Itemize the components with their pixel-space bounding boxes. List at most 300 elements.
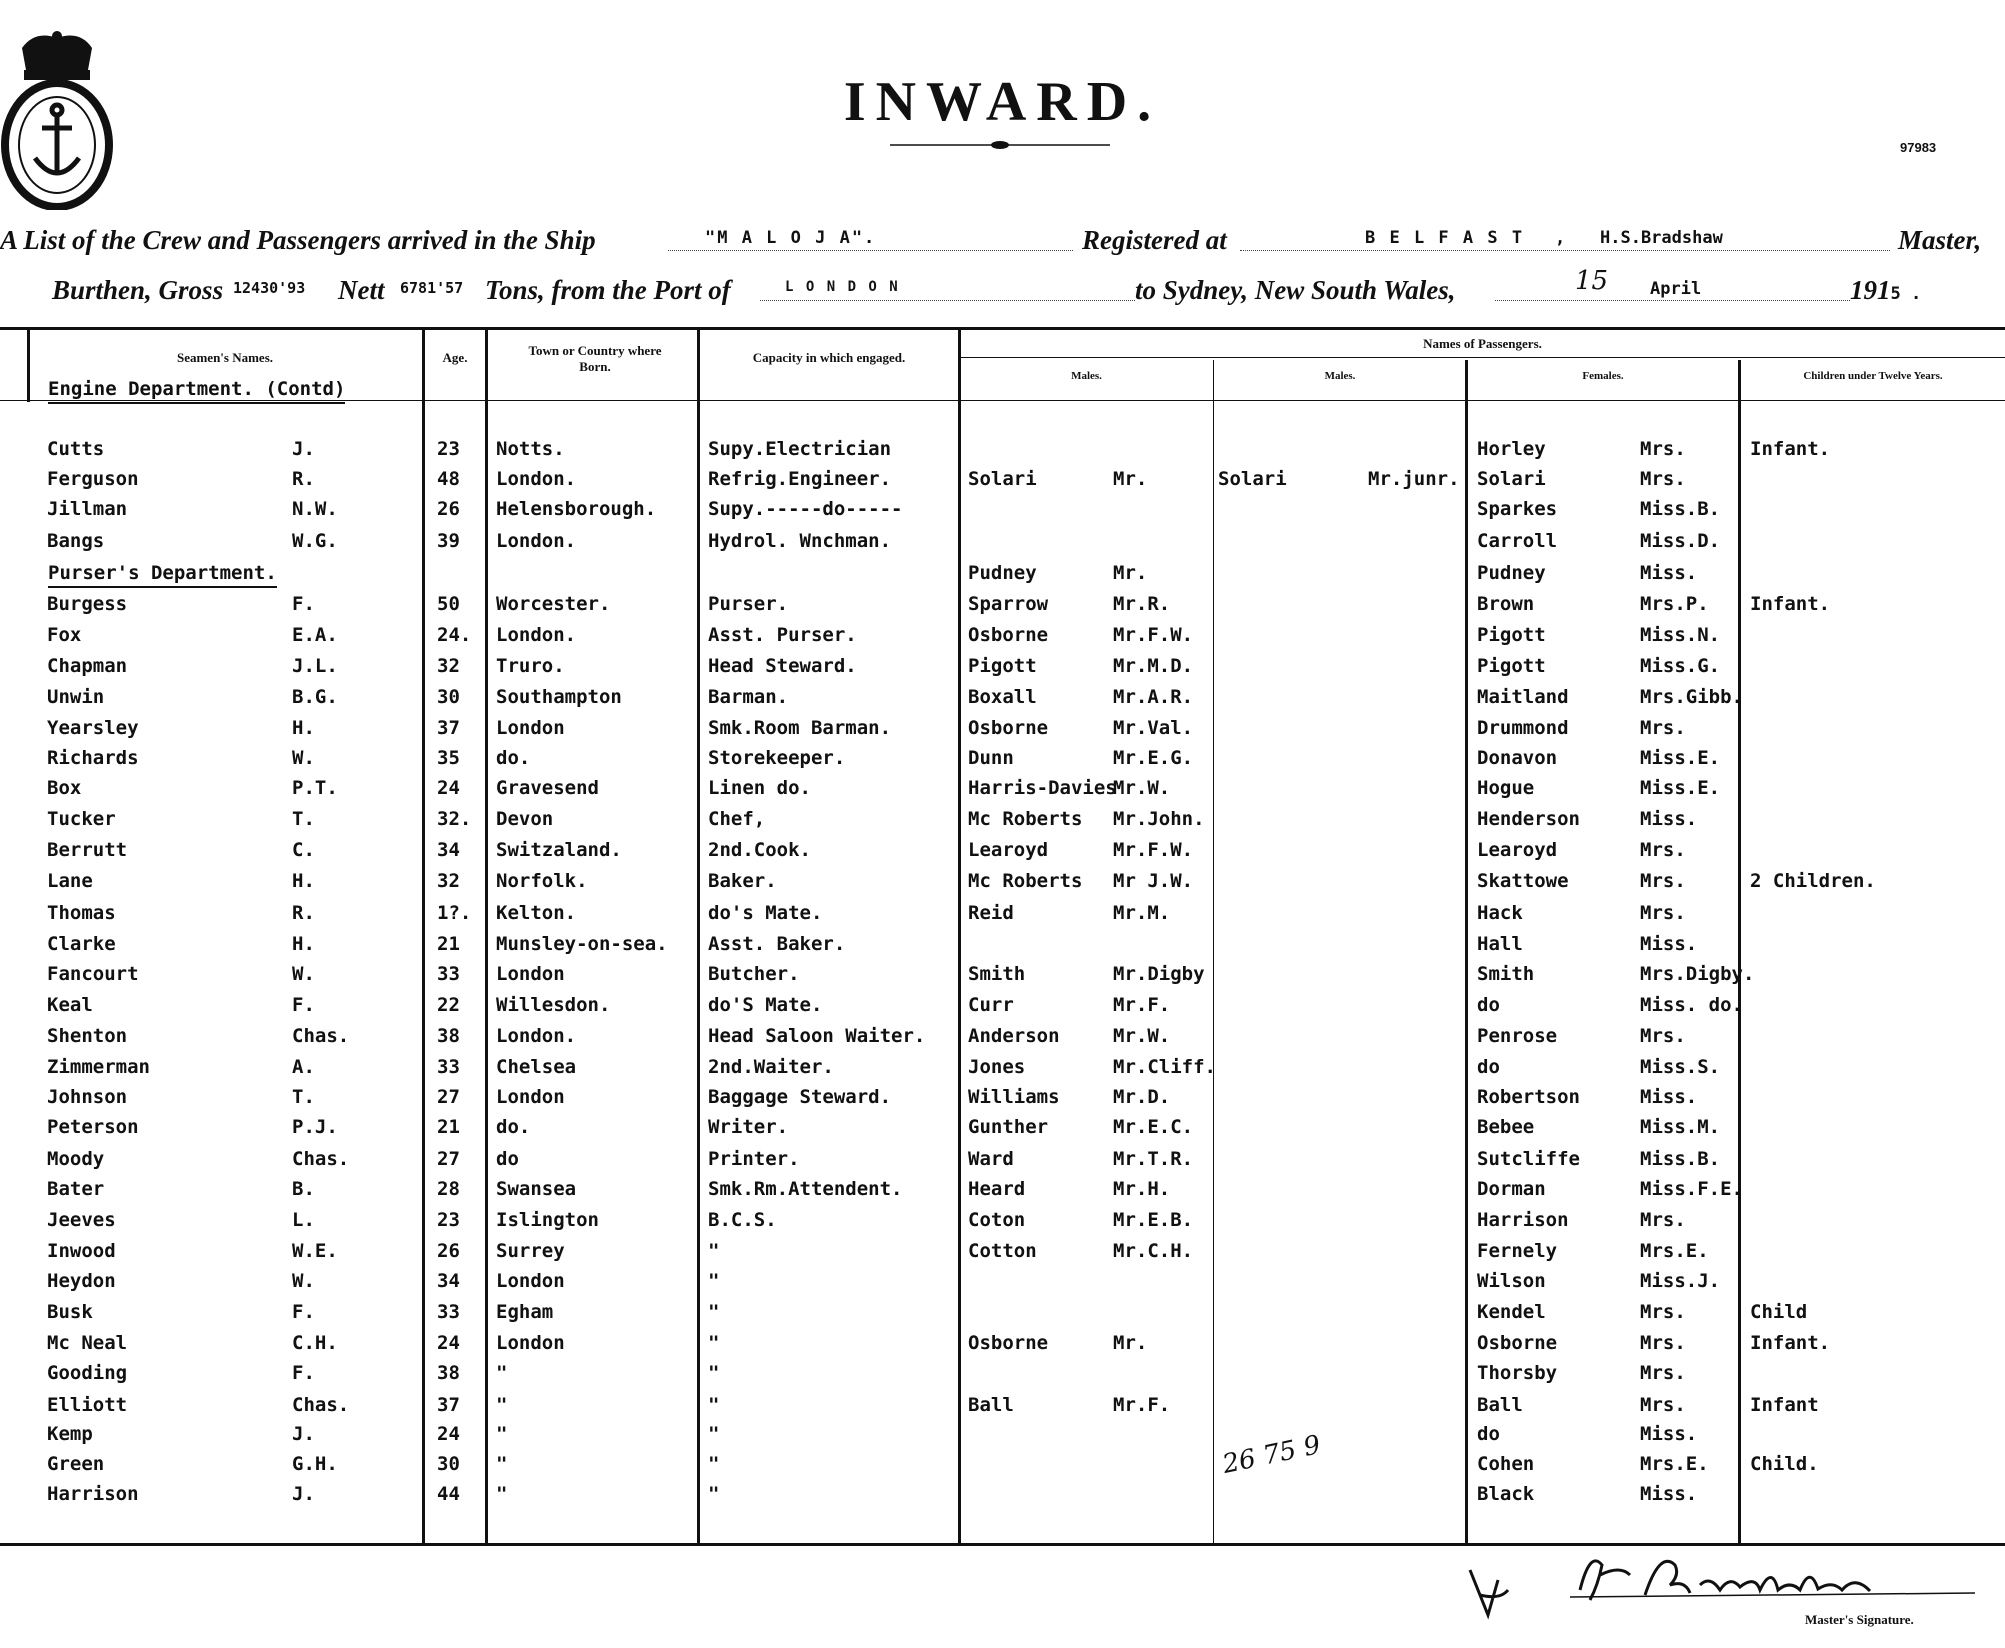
- male-passenger-title: Mr.E.G.: [1113, 747, 1194, 769]
- capacity: Smk.Room Barman.: [708, 717, 892, 739]
- table-row: [0, 530, 2005, 560]
- birthplace: do: [496, 1148, 519, 1170]
- age: 1?.: [437, 902, 472, 924]
- female-passenger-title: Mrs.P.: [1640, 593, 1709, 615]
- initials: C.: [292, 839, 315, 861]
- female-passenger-surname: do: [1477, 1423, 1500, 1445]
- age: 33: [437, 963, 460, 985]
- age: 23: [437, 438, 460, 460]
- capacity: ": [708, 1270, 720, 1292]
- female-passenger-title: Mrs.: [1640, 870, 1686, 892]
- surname: Clarke: [47, 933, 116, 955]
- birthplace: Devon: [496, 808, 554, 830]
- birthplace: Worcester.: [496, 593, 611, 615]
- surname: Richards: [47, 747, 139, 769]
- capacity: ": [708, 1301, 720, 1323]
- table-row: [0, 870, 2005, 900]
- capacity: Asst. Baker.: [708, 933, 846, 955]
- initials: W.: [292, 1270, 315, 1292]
- initials: Chas.: [292, 1148, 350, 1170]
- female-passenger-surname: Dorman: [1477, 1178, 1546, 1200]
- children-note: 2 Children.: [1750, 870, 1876, 892]
- surname: Box: [47, 777, 82, 799]
- table-row: [0, 1025, 2005, 1055]
- nett-tonnage: 6781'57: [400, 279, 464, 297]
- female-passenger-title: Miss.D.: [1640, 530, 1721, 552]
- initials: C.H.: [292, 1332, 338, 1354]
- table-row: [0, 1362, 2005, 1392]
- female-passenger-title: Miss.J.: [1640, 1270, 1721, 1292]
- header-capacity: Capacity in which engaged.: [752, 350, 906, 365]
- male-passenger-title: Mr.W.: [1113, 777, 1171, 799]
- female-passenger-surname: Horley: [1477, 438, 1546, 460]
- table-row: [0, 1423, 2005, 1453]
- female-passenger-surname: Fernely: [1477, 1240, 1558, 1262]
- surname: Lane: [47, 870, 93, 892]
- female-passenger-title: Miss.: [1640, 1423, 1698, 1445]
- birthplace: ": [496, 1394, 508, 1416]
- female-passenger-title: Miss.S.: [1640, 1056, 1721, 1078]
- table-row: [0, 902, 2005, 932]
- birthplace: ": [496, 1453, 508, 1475]
- birthplace: Truro.: [496, 655, 565, 677]
- children-note: Infant: [1750, 1394, 1819, 1416]
- age: 44: [437, 1483, 460, 1505]
- male-passenger-title: Mr.M.D.: [1113, 655, 1194, 677]
- departure-port: L O N D O N: [785, 279, 900, 295]
- birthplace: Gravesend: [496, 777, 599, 799]
- female-passenger-title: Mrs.: [1640, 717, 1686, 739]
- tons-from-label: Tons, from the Port of: [485, 275, 731, 305]
- birthplace: do.: [496, 1116, 531, 1138]
- male-passenger-title: Mr.Digby: [1113, 963, 1205, 985]
- capacity: Baggage Steward.: [708, 1086, 892, 1108]
- table-row: [0, 933, 2005, 963]
- female-passenger-title: Miss.G.: [1640, 655, 1721, 677]
- initials: F.: [292, 994, 315, 1016]
- capacity: Storekeeper.: [708, 747, 846, 769]
- female-passenger-title: Miss.: [1640, 1483, 1698, 1505]
- female-passenger-title: Miss.: [1640, 1086, 1698, 1108]
- male-passenger-title: Mr.F.: [1113, 994, 1171, 1016]
- female-passenger-title: Miss.N.: [1640, 624, 1721, 646]
- surname: Keal: [47, 994, 93, 1016]
- male-passenger-title: Mr.E.B.: [1113, 1209, 1194, 1231]
- birthplace: Kelton.: [496, 902, 577, 924]
- male-passenger-surname: Mc Roberts: [968, 870, 1083, 892]
- female-passenger-title: Miss. do.: [1640, 994, 1743, 1016]
- birthplace: London: [496, 1332, 565, 1354]
- female-passenger-title: Mrs.Digby.: [1640, 963, 1755, 985]
- surname: Fancourt: [47, 963, 139, 985]
- male-passenger-surname: Sparrow: [968, 593, 1049, 615]
- initials: E.A.: [292, 624, 338, 646]
- female-passenger-title: Mrs.: [1640, 1362, 1686, 1384]
- birthplace: London.: [496, 1025, 577, 1047]
- surname: Green: [47, 1453, 105, 1475]
- initials: L.: [292, 1209, 315, 1231]
- female-passenger-surname: do: [1477, 1056, 1500, 1078]
- female-passenger-surname: Osborne: [1477, 1332, 1558, 1354]
- age: 38: [437, 1362, 460, 1384]
- age: 37: [437, 717, 460, 739]
- capacity: Supy.Electrician: [708, 438, 892, 460]
- birthplace: ": [496, 1483, 508, 1505]
- male-passenger-title: Mr.H.: [1113, 1178, 1171, 1200]
- surname: Jeeves: [47, 1209, 116, 1231]
- age: 35: [437, 747, 460, 769]
- header-born: Town or Country where Born.: [528, 343, 662, 374]
- surname: Gooding: [47, 1362, 128, 1384]
- capacity: Asst. Purser.: [708, 624, 857, 646]
- age: 21: [437, 933, 460, 955]
- age: 37: [437, 1394, 460, 1416]
- female-passenger-surname: Harrison: [1477, 1209, 1569, 1231]
- age: 38: [437, 1025, 460, 1047]
- table-row: [0, 808, 2005, 838]
- age: 32.: [437, 808, 472, 830]
- age: 27: [437, 1086, 460, 1108]
- initials: N.W.: [292, 498, 338, 520]
- age: 28: [437, 1178, 460, 1200]
- capacity: ": [708, 1394, 720, 1416]
- age: 24: [437, 1423, 460, 1445]
- age: 27: [437, 1148, 460, 1170]
- surname: Ferguson: [47, 468, 139, 490]
- female-passenger-title: Mrs.E.: [1640, 1240, 1709, 1262]
- initials: R.: [292, 468, 315, 490]
- male-passenger-surname: Williams: [968, 1086, 1060, 1108]
- children-note: Infant.: [1750, 593, 1831, 615]
- surname: Cutts: [47, 438, 105, 460]
- birthplace: Surrey: [496, 1240, 565, 1262]
- surname: Inwood: [47, 1240, 116, 1262]
- birthplace: Chelsea: [496, 1056, 577, 1078]
- capacity: 2nd.Waiter.: [708, 1056, 834, 1078]
- section-pursers-department: Purser's Department.: [48, 562, 277, 588]
- birthplace: ": [496, 1423, 508, 1445]
- age: 24: [437, 1332, 460, 1354]
- table-row: [0, 438, 2005, 468]
- initials: J.: [292, 438, 315, 460]
- birthplace: Egham: [496, 1301, 554, 1323]
- age: 30: [437, 686, 460, 708]
- male-passenger-surname: Pigott: [968, 655, 1037, 677]
- capacity: Head Steward.: [708, 655, 857, 677]
- male-passenger-title: Mr.: [1113, 562, 1148, 584]
- children-note: Infant.: [1750, 1332, 1831, 1354]
- children-note: Child: [1750, 1301, 1808, 1323]
- capacity: Chef,: [708, 808, 766, 830]
- capacity: ": [708, 1362, 720, 1384]
- female-passenger-surname: Pigott: [1477, 624, 1546, 646]
- birthplace: London.: [496, 624, 577, 646]
- female-passenger-surname: Pudney: [1477, 562, 1546, 584]
- female-passenger-title: Mrs.: [1640, 902, 1686, 924]
- table-row: [0, 1301, 2005, 1331]
- birthplace: Southampton: [496, 686, 622, 708]
- male-passenger-title: Mr.F.W.: [1113, 624, 1194, 646]
- male-passenger-surname: Osborne: [968, 717, 1049, 739]
- surname: Thomas: [47, 902, 116, 924]
- male-passenger-title: Mr.T.R.: [1113, 1148, 1194, 1170]
- capacity: Supy.-----do-----: [708, 498, 903, 520]
- master-label: Master,: [1898, 225, 1982, 255]
- female-passenger-surname: Hogue: [1477, 777, 1535, 799]
- initials: T.: [292, 1086, 315, 1108]
- capacity: Butcher.: [708, 963, 800, 985]
- female-passenger-surname: Cohen: [1477, 1453, 1535, 1475]
- female-passenger-title: Miss.: [1640, 933, 1698, 955]
- table-row: [0, 1332, 2005, 1362]
- age: 32: [437, 870, 460, 892]
- female-passenger-surname: Drummond: [1477, 717, 1569, 739]
- birthplace: London: [496, 1086, 565, 1108]
- table-row: [0, 1209, 2005, 1239]
- birthplace: Willesdon.: [496, 994, 611, 1016]
- age: 32: [437, 655, 460, 677]
- birthplace: London.: [496, 530, 577, 552]
- surname: Chapman: [47, 655, 128, 677]
- capacity: ": [708, 1453, 720, 1475]
- surname: Fox: [47, 624, 82, 646]
- male-passenger-surname: Osborne: [968, 624, 1049, 646]
- reference-number: 97983: [1900, 140, 1937, 155]
- surname: Harrison: [47, 1483, 139, 1505]
- age: 26: [437, 498, 460, 520]
- birthplace: Munsley-on-sea.: [496, 933, 668, 955]
- header-passengers: Names of Passengers.: [1423, 336, 1542, 351]
- female-passenger-surname: Carroll: [1477, 530, 1558, 552]
- male-passenger-surname: Smith: [968, 963, 1026, 985]
- table-top-rule: [0, 327, 2005, 330]
- female-passenger-title: Mrs.: [1640, 839, 1686, 861]
- initials: W.: [292, 747, 315, 769]
- age: 34: [437, 839, 460, 861]
- children-note: Infant.: [1750, 438, 1831, 460]
- table-row: [0, 562, 2005, 592]
- age: 39: [437, 530, 460, 552]
- male-passenger-surname: Solari: [968, 468, 1037, 490]
- birthplace: Notts.: [496, 438, 565, 460]
- male-passenger-surname: Learoyd: [968, 839, 1049, 861]
- table-row: [0, 717, 2005, 747]
- age: 48: [437, 468, 460, 490]
- surname: Heydon: [47, 1270, 116, 1292]
- male-passenger-surname: Curr: [968, 994, 1014, 1016]
- capacity: Refrig.Engineer.: [708, 468, 892, 490]
- birthplace: ": [496, 1362, 508, 1384]
- birthplace: Islington: [496, 1209, 599, 1231]
- male-passenger-title: Mr.W.: [1113, 1025, 1171, 1047]
- male-passenger-title: Mr.M.: [1113, 902, 1171, 924]
- birthplace: Switzaland.: [496, 839, 622, 861]
- female-passenger-surname: Sutcliffe: [1477, 1148, 1580, 1170]
- surname: Burgess: [47, 593, 128, 615]
- initials: H.: [292, 870, 315, 892]
- page-title: INWARD.: [843, 71, 1162, 133]
- female-passenger-title: Mrs.: [1640, 1209, 1686, 1231]
- surname: Jillman: [47, 498, 128, 520]
- female-passenger-surname: Skattowe: [1477, 870, 1569, 892]
- capacity: B.C.S.: [708, 1209, 777, 1231]
- burthen-label: Burthen, Gross: [52, 275, 224, 305]
- header-males-2: Males.: [1324, 370, 1356, 382]
- male-passenger-title: Mr.F.: [1113, 1394, 1171, 1416]
- age: 24: [437, 777, 460, 799]
- table-row: [0, 777, 2005, 807]
- capacity: Barman.: [708, 686, 789, 708]
- age: 50: [437, 593, 460, 615]
- female-passenger-surname: Sparkes: [1477, 498, 1558, 520]
- table-row: [0, 1453, 2005, 1483]
- female-passenger-surname: Robertson: [1477, 1086, 1580, 1108]
- birthplace: do.: [496, 747, 531, 769]
- female-passenger-surname: Hall: [1477, 933, 1523, 955]
- initials: T.: [292, 808, 315, 830]
- male-passenger-title: Mr.C.H.: [1113, 1240, 1194, 1262]
- header-age: Age.: [442, 350, 468, 365]
- male-passenger-title: Mr.Val.: [1113, 717, 1194, 739]
- initials: J.: [292, 1423, 315, 1445]
- male-passenger-surname: Harris-Davies: [968, 777, 1117, 799]
- age: 30: [437, 1453, 460, 1475]
- master-name: H.S.Bradshaw: [1600, 228, 1723, 248]
- table-row: [0, 1116, 2005, 1146]
- capacity: do's Mate.: [708, 902, 823, 924]
- children-note: Child.: [1750, 1453, 1819, 1475]
- destination-label: to Sydney, New South Wales,: [1135, 275, 1456, 305]
- capacity: ": [708, 1483, 720, 1505]
- initials: W.E.: [292, 1240, 338, 1262]
- male-passenger-title: Mr.E.C.: [1113, 1116, 1194, 1138]
- age: 34: [437, 1270, 460, 1292]
- female-passenger-surname: Penrose: [1477, 1025, 1558, 1047]
- initials: F.: [292, 1301, 315, 1323]
- list-heading: A List of the Crew and Passengers arrived in the Ship: [0, 225, 596, 255]
- female-passenger-surname: Smith: [1477, 963, 1535, 985]
- table-row: [0, 963, 2005, 993]
- header-females: Females.: [1582, 370, 1624, 382]
- male-passenger-surname: Anderson: [968, 1025, 1060, 1047]
- table-row: [0, 1178, 2005, 1208]
- initials: R.: [292, 902, 315, 924]
- table-row: [0, 1148, 2005, 1178]
- female-passenger-title: Miss.: [1640, 562, 1698, 584]
- capacity: Printer.: [708, 1148, 800, 1170]
- initials: F.: [292, 593, 315, 615]
- surname: Yearsley: [47, 717, 139, 739]
- age: 26: [437, 1240, 460, 1262]
- surname: Shenton: [47, 1025, 128, 1047]
- male-passenger-title: Mr.R.: [1113, 593, 1171, 615]
- male-passenger-surname: Boxall: [968, 686, 1037, 708]
- nett-label: Nett: [338, 275, 385, 305]
- capacity: Hydrol. Wnchman.: [708, 530, 892, 552]
- table-row: [0, 498, 2005, 528]
- female-passenger-title: Mrs.: [1640, 1394, 1686, 1416]
- surname: Zimmerman: [47, 1056, 150, 1078]
- header-seamen-names: Seamen's Names.: [176, 350, 274, 365]
- male-passenger-2-title: Mr.junr.: [1368, 468, 1460, 490]
- surname: Kemp: [47, 1423, 93, 1445]
- initials: H.: [292, 717, 315, 739]
- female-passenger-surname: Brown: [1477, 593, 1535, 615]
- male-passenger-surname: Reid: [968, 902, 1014, 924]
- surname: Busk: [47, 1301, 93, 1323]
- initials: P.J.: [292, 1116, 338, 1138]
- surname: Peterson: [47, 1116, 139, 1138]
- female-passenger-title: Miss.E.: [1640, 777, 1721, 799]
- arrival-year: 1915 .: [1850, 275, 1922, 305]
- surname: Tucker: [47, 808, 116, 830]
- female-passenger-surname: Learoyd: [1477, 839, 1558, 861]
- initials: H.: [292, 933, 315, 955]
- header-males-1: Males.: [1071, 370, 1102, 382]
- female-passenger-surname: Thorsby: [1477, 1362, 1558, 1384]
- male-passenger-surname: Dunn: [968, 747, 1014, 769]
- female-passenger-title: Miss.E.: [1640, 747, 1721, 769]
- male-passenger-title: Mr.A.R.: [1113, 686, 1194, 708]
- table-row: [0, 655, 2005, 685]
- male-passenger-title: Mr.Cliff.: [1113, 1056, 1216, 1078]
- male-passenger-surname: Coton: [968, 1209, 1026, 1231]
- male-passenger-surname: Cotton: [968, 1240, 1037, 1262]
- table-row: [0, 839, 2005, 869]
- birthplace: London: [496, 963, 565, 985]
- female-passenger-surname: Bebee: [1477, 1116, 1535, 1138]
- age: 21: [437, 1116, 460, 1138]
- capacity: Purser.: [708, 593, 789, 615]
- arrival-day: 15: [1575, 266, 1609, 296]
- initials: F.: [292, 1362, 315, 1384]
- section-engine-department: Engine Department. (Contd): [48, 378, 345, 404]
- table-row: [0, 1056, 2005, 1086]
- table-row: [0, 468, 2005, 498]
- capacity: Smk.Rm.Attendent.: [708, 1178, 903, 1200]
- surname: Moody: [47, 1148, 105, 1170]
- surname: Johnson: [47, 1086, 128, 1108]
- female-passenger-surname: Black: [1477, 1483, 1535, 1505]
- birthplace: London: [496, 717, 565, 739]
- female-passenger-surname: Hack: [1477, 902, 1523, 924]
- male-passenger-surname: Jones: [968, 1056, 1026, 1078]
- male-passenger-title: Mr J.W.: [1113, 870, 1194, 892]
- gross-tonnage: 12430'93: [233, 279, 306, 297]
- birthplace: Swansea: [496, 1178, 577, 1200]
- initials: W.G.: [292, 530, 338, 552]
- female-passenger-surname: Maitland: [1477, 686, 1569, 708]
- signature-label: Master's Signature.: [1805, 1612, 1914, 1627]
- surname: Unwin: [47, 686, 105, 708]
- female-passenger-title: Miss.F.E.: [1640, 1178, 1743, 1200]
- capacity: Linen do.: [708, 777, 811, 799]
- female-passenger-title: Mrs.Gibb.: [1640, 686, 1743, 708]
- female-passenger-title: Mrs.: [1640, 468, 1686, 490]
- ship-name: "M A L O J A".: [705, 228, 877, 248]
- table-row: [0, 624, 2005, 654]
- female-passenger-surname: Pigott: [1477, 655, 1546, 677]
- male-passenger-surname: Ward: [968, 1148, 1014, 1170]
- table-row: [0, 1483, 2005, 1513]
- female-passenger-surname: Henderson: [1477, 808, 1580, 830]
- male-passenger-title: Mr.: [1113, 1332, 1148, 1354]
- table-row: [0, 994, 2005, 1024]
- table-row: [0, 1270, 2005, 1300]
- initials: Chas.: [292, 1025, 350, 1047]
- surname: Elliott: [47, 1394, 128, 1416]
- female-passenger-surname: do: [1477, 994, 1500, 1016]
